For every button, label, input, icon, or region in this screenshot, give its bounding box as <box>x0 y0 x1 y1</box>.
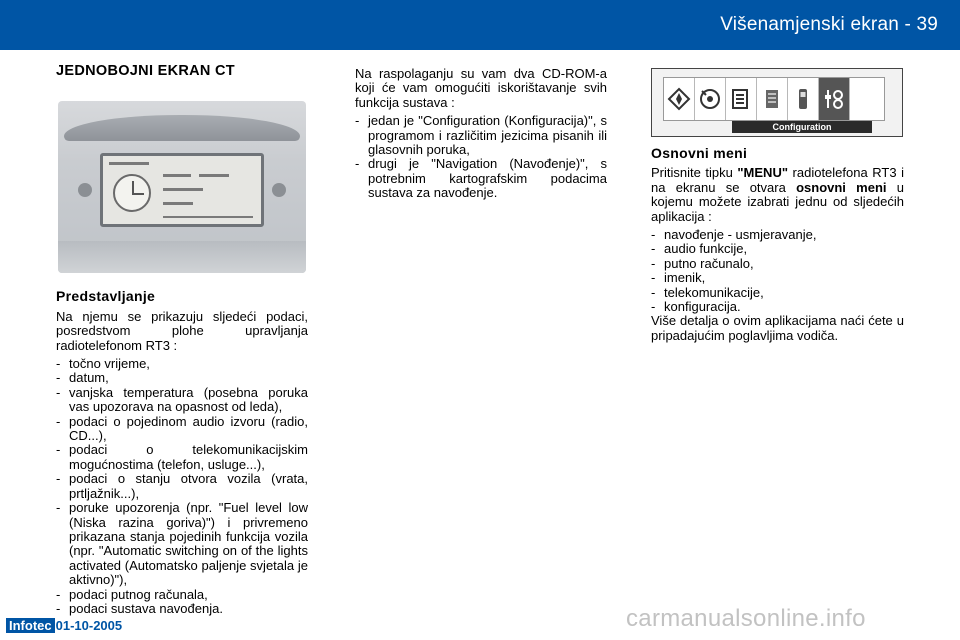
list-item: - točno vrijeme, <box>56 357 308 371</box>
display-screen <box>100 153 264 227</box>
knob-icon <box>272 183 286 197</box>
audio-icon <box>695 78 726 120</box>
configuration-label: Configuration <box>732 121 872 133</box>
screen-line <box>199 174 229 177</box>
column-left <box>56 60 308 616</box>
directory-icon <box>757 78 788 120</box>
intro-paragraph <box>651 166 904 224</box>
screen-line <box>163 188 203 191</box>
intro-text: Pritisnite tipku <box>651 165 738 181</box>
list-item: - poruke upozorenja (npr. "Fuel level low (Niska razina goriva)") i privremeno prikazana stanja pojedinih funkcija vozila (npr. "Automatic switching on of the lights activated (Automatsko paljenje svjetala je aktivno)"), <box>56 501 308 587</box>
application-list <box>651 228 904 314</box>
knob-icon <box>78 183 92 197</box>
list-item: - podaci o telekomunikacijskim mogućnostima (telefon, usluge...), <box>56 443 308 472</box>
footer-date <box>6 618 122 633</box>
screen-line <box>109 162 149 165</box>
screen-line <box>163 174 191 177</box>
list-item: - podaci sustava navođenja. <box>56 602 308 616</box>
list-item: - vanjska temperatura (posebna poruka vas upozorava na opasnost od leda), <box>56 386 308 415</box>
intro-text: u kojemu možete izabrati jednu od sljedećih aplikacija : <box>651 179 904 224</box>
feature-list <box>56 357 308 616</box>
header-bar <box>0 0 960 50</box>
telephone-icon <box>788 78 819 120</box>
dashboard-display-image <box>58 101 306 273</box>
subsection-title: Predstavljanje <box>56 288 156 305</box>
clock-icon <box>113 174 151 212</box>
intro-paragraph: Na njemu se prikazuju sljedeći podaci, posredstvom plohe upravljanja radiotelefonom RT3 : <box>56 308 308 353</box>
trip-computer-icon <box>726 78 757 120</box>
list-item: - drugi je "Navigation (Navođenje)", s potrebnim kartografskim podacima sustava za navođenje. <box>355 157 607 200</box>
dashboard-base <box>58 241 306 273</box>
cdrom-list <box>355 114 607 200</box>
list-item: - audio funkcije, <box>651 242 904 256</box>
intro-paragraph: Na raspolaganju su vam dva CD-ROM-a koji će vam omogućiti iskorištavanje svih funkcija sustava : <box>355 66 607 110</box>
menu-icon-strip <box>663 77 885 121</box>
section-title: JEDNOBOJNI EKRAN CT <box>56 63 235 79</box>
watermark: carmanualsonline.info <box>626 605 866 632</box>
subsection-title: Osnovni meni <box>651 145 748 161</box>
list-item: - podaci putnog računala, <box>56 588 308 602</box>
configuration-screen-image <box>651 68 903 137</box>
main-menu-term: osnovni meni <box>796 179 887 195</box>
list-item: - datum, <box>56 371 308 385</box>
column-right <box>651 68 904 343</box>
intro-text: radiotelefona RT3 i na ekranu se otvara <box>651 165 904 195</box>
menu-key-label: "MENU" <box>737 165 788 181</box>
outro-paragraph: Više detalja o ovim aplikacijama naći ćete u pripadajućim poglavljima vodiča. <box>651 313 904 343</box>
list-item: - konfiguracija. <box>651 300 904 314</box>
list-item: - podaci o stanju otvora vozila (vrata, prtljažnik...), <box>56 472 308 501</box>
list-item: - imenik, <box>651 271 904 285</box>
configuration-icon <box>819 78 850 120</box>
list-item: - telekomunikacije, <box>651 286 904 300</box>
page-title: Višenamjenski ekran - 39 <box>720 14 938 35</box>
list-item: - putno računalo, <box>651 257 904 271</box>
screen-line <box>163 216 253 218</box>
infotec-tag: Infotec <box>6 618 55 633</box>
dashboard-hood <box>64 115 300 141</box>
list-item: - jedan je "Configuration (Konfiguracija)", s programom i različitim jezicima pisanih ili glasovnih poruka, <box>355 114 607 157</box>
navigation-icon <box>664 78 695 120</box>
list-item: - podaci o pojedinom audio izvoru (radio, CD...), <box>56 415 308 444</box>
list-item: - navođenje - usmjeravanje, <box>651 228 904 242</box>
column-middle <box>355 67 607 201</box>
screen-line <box>163 202 193 205</box>
date-text: 01-10-2005 <box>55 618 123 633</box>
